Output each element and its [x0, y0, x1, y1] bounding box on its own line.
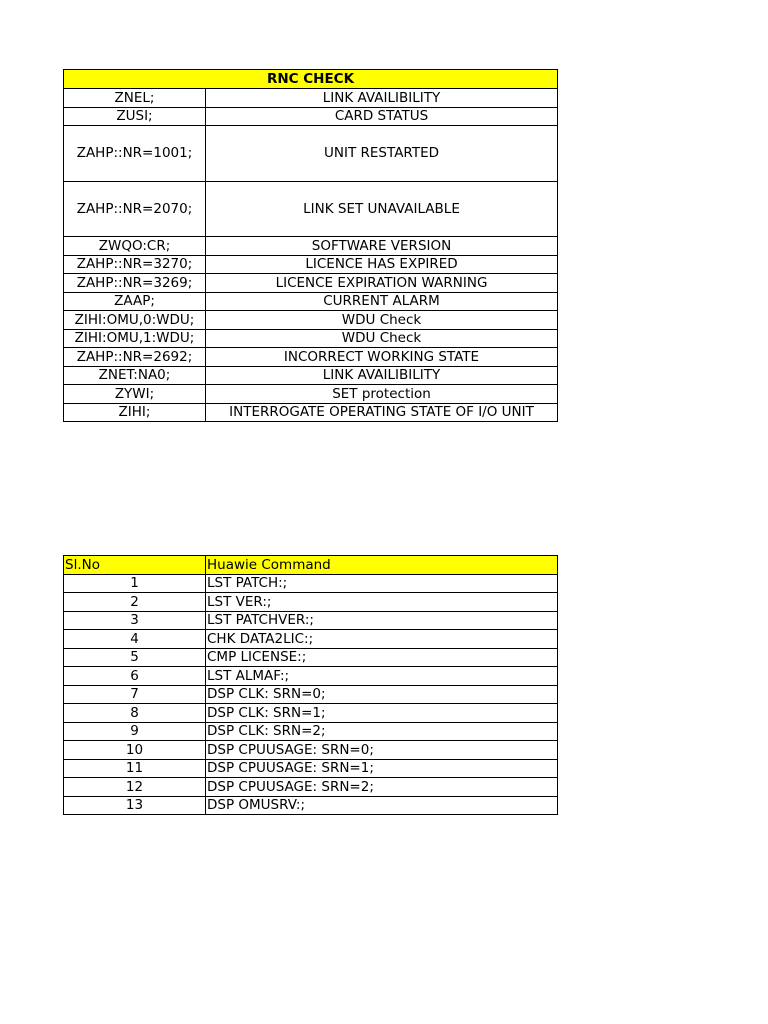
rnc-check-row [64, 385, 558, 404]
rnc-description-cell[interactable]: CURRENT ALARM [206, 292, 558, 311]
huawei-command-row [64, 648, 558, 667]
rnc-check-row [64, 255, 558, 274]
sl-no-cell[interactable]: 3 [64, 611, 206, 630]
rnc-description-cell[interactable]: SET protection [206, 385, 558, 404]
rnc-command-cell[interactable]: ZAHP::NR=3269; [64, 274, 206, 293]
huawei-command-row [64, 796, 558, 815]
rnc-check-row [64, 107, 558, 126]
rnc-check-row [64, 126, 558, 182]
huawei-command-table [63, 555, 558, 815]
huawei-command-row [64, 630, 558, 649]
sl-no-cell[interactable]: 10 [64, 741, 206, 760]
rnc-command-cell[interactable]: ZAHP::NR=2070; [64, 181, 206, 237]
sl-no-cell[interactable]: 2 [64, 593, 206, 612]
huawei-command-cell[interactable]: LST PATCH:; [206, 574, 558, 593]
sl-no-cell[interactable]: 6 [64, 667, 206, 686]
rnc-description-cell[interactable]: INTERROGATE OPERATING STATE OF I/O UNIT [206, 403, 558, 422]
huawei-command-row [64, 593, 558, 612]
sl-no-cell[interactable]: 5 [64, 648, 206, 667]
rnc-command-cell[interactable]: ZWQO:CR; [64, 237, 206, 256]
rnc-check-row [64, 366, 558, 385]
huawei-command-row [64, 778, 558, 797]
huawei-header-row [64, 556, 558, 575]
rnc-description-cell[interactable]: LINK AVAILIBILITY [206, 366, 558, 385]
huawei-command-body [64, 556, 558, 815]
rnc-check-body [64, 70, 558, 422]
huawei-command-row [64, 574, 558, 593]
huawei-command-cell[interactable]: CHK DATA2LIC:; [206, 630, 558, 649]
huawei-command-cell[interactable]: DSP CPUUSAGE: SRN=1; [206, 759, 558, 778]
huawei-command-cell[interactable]: LST ALMAF:; [206, 667, 558, 686]
huawei-command-row [64, 741, 558, 760]
sl-no-cell[interactable]: 11 [64, 759, 206, 778]
sl-no-header[interactable]: Sl.No [64, 556, 206, 575]
sl-no-cell[interactable]: 9 [64, 722, 206, 741]
huawei-command-row [64, 759, 558, 778]
rnc-description-cell[interactable]: SOFTWARE VERSION [206, 237, 558, 256]
sl-no-cell[interactable]: 7 [64, 685, 206, 704]
huawei-command-row [64, 667, 558, 686]
rnc-check-row [64, 329, 558, 348]
huawei-command-cell[interactable]: DSP OMUSRV:; [206, 796, 558, 815]
rnc-description-cell[interactable]: CARD STATUS [206, 107, 558, 126]
rnc-command-cell[interactable]: ZIHI:OMU,0:WDU; [64, 311, 206, 330]
rnc-command-cell[interactable]: ZIHI:OMU,1:WDU; [64, 329, 206, 348]
huawei-command-cell[interactable]: DSP CPUUSAGE: SRN=0; [206, 741, 558, 760]
rnc-check-row [64, 311, 558, 330]
huawei-command-row [64, 685, 558, 704]
rnc-check-row [64, 274, 558, 293]
sl-no-cell[interactable]: 1 [64, 574, 206, 593]
huawei-command-row [64, 611, 558, 630]
huawei-command-cell[interactable]: LST VER:; [206, 593, 558, 612]
rnc-check-row [64, 292, 558, 311]
sl-no-cell[interactable]: 12 [64, 778, 206, 797]
rnc-description-cell[interactable]: INCORRECT WORKING STATE [206, 348, 558, 367]
huawei-command-cell[interactable]: DSP CLK: SRN=0; [206, 685, 558, 704]
rnc-description-cell[interactable]: LICENCE EXPIRATION WARNING [206, 274, 558, 293]
huawei-command-cell[interactable]: LST PATCHVER:; [206, 611, 558, 630]
rnc-description-cell[interactable]: UNIT RESTARTED [206, 126, 558, 182]
rnc-check-title[interactable]: RNC CHECK [64, 70, 558, 89]
rnc-command-cell[interactable]: ZNEL; [64, 89, 206, 108]
rnc-command-cell[interactable]: ZYWI; [64, 385, 206, 404]
huawei-command-row [64, 704, 558, 723]
rnc-check-title-row [64, 70, 558, 89]
rnc-command-cell[interactable]: ZAHP::NR=2692; [64, 348, 206, 367]
sl-no-cell[interactable]: 8 [64, 704, 206, 723]
sl-no-cell[interactable]: 4 [64, 630, 206, 649]
rnc-command-cell[interactable]: ZAHP::NR=1001; [64, 126, 206, 182]
rnc-check-row [64, 237, 558, 256]
rnc-check-row [64, 348, 558, 367]
rnc-command-cell[interactable]: ZAAP; [64, 292, 206, 311]
huawei-command-header[interactable]: Huawie Command [206, 556, 558, 575]
rnc-command-cell[interactable]: ZNET:NA0; [64, 366, 206, 385]
rnc-description-cell[interactable]: LICENCE HAS EXPIRED [206, 255, 558, 274]
huawei-command-cell[interactable]: CMP LICENSE:; [206, 648, 558, 667]
rnc-check-row [64, 181, 558, 237]
huawei-command-cell[interactable]: DSP CLK: SRN=2; [206, 722, 558, 741]
huawei-command-row [64, 722, 558, 741]
rnc-description-cell[interactable]: LINK SET UNAVAILABLE [206, 181, 558, 237]
rnc-command-cell[interactable]: ZAHP::NR=3270; [64, 255, 206, 274]
rnc-command-cell[interactable]: ZUSI; [64, 107, 206, 126]
rnc-check-row [64, 89, 558, 108]
huawei-command-cell[interactable]: DSP CLK: SRN=1; [206, 704, 558, 723]
rnc-command-cell[interactable]: ZIHI; [64, 403, 206, 422]
sl-no-cell[interactable]: 13 [64, 796, 206, 815]
rnc-check-table [63, 69, 558, 422]
rnc-description-cell[interactable]: LINK AVAILIBILITY [206, 89, 558, 108]
rnc-check-row [64, 403, 558, 422]
huawei-command-cell[interactable]: DSP CPUUSAGE: SRN=2; [206, 778, 558, 797]
rnc-description-cell[interactable]: WDU Check [206, 311, 558, 330]
rnc-description-cell[interactable]: WDU Check [206, 329, 558, 348]
